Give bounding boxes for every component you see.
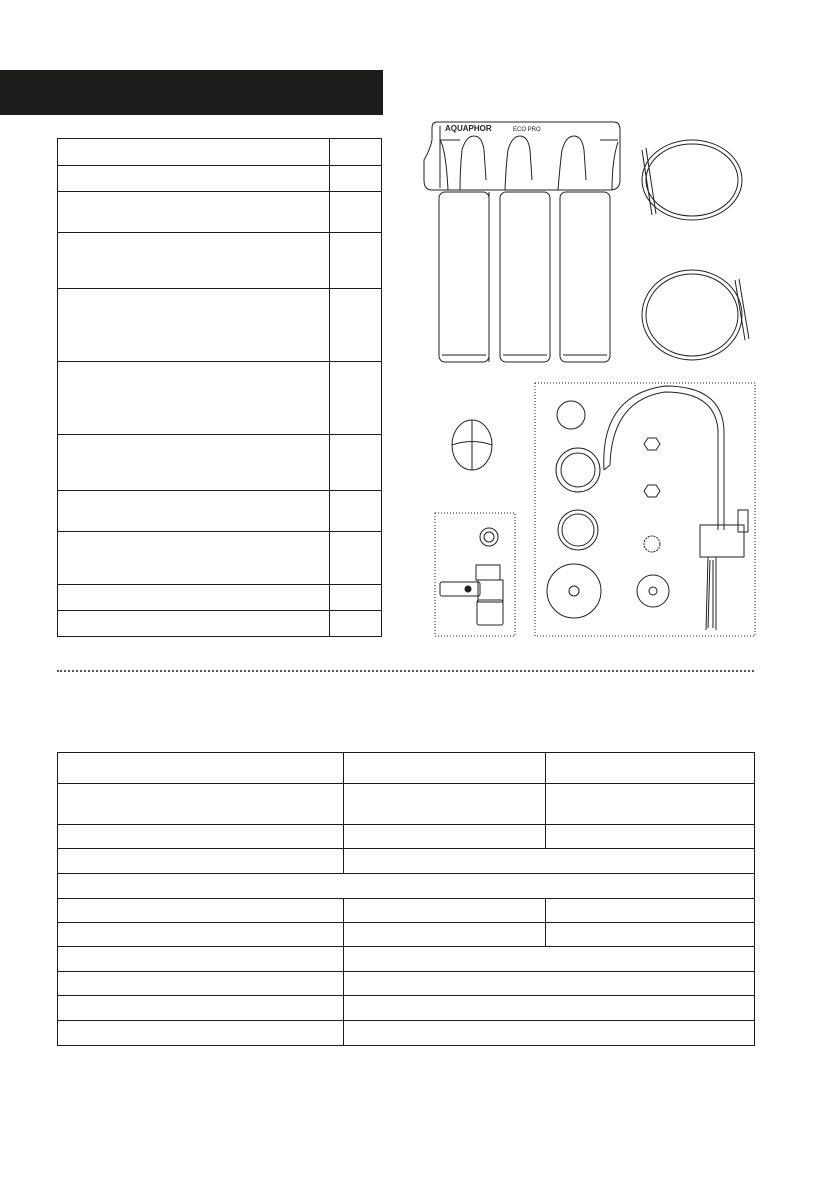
part-qty-cell [330,289,382,362]
table-row [58,972,755,996]
table-row [58,139,382,166]
spec-cell [58,784,344,825]
spec-cell [58,825,344,849]
part-qty-cell [330,362,382,435]
spec-cell [58,923,344,947]
part-qty-cell [330,166,382,192]
part-qty-cell [330,233,382,289]
part-name-cell [58,585,330,611]
part-name-cell [58,139,330,166]
part-name-cell [58,362,330,435]
part-name-cell [58,192,330,233]
spec-cell [344,923,546,947]
table-row [58,491,382,532]
table-row [58,996,755,1021]
spec-cell [344,972,755,996]
part-qty-cell [330,611,382,637]
spec-cell [58,972,344,996]
part-name-cell [58,435,330,491]
filter-unit-drawing [424,122,620,362]
table-row [58,532,382,585]
table-row [58,784,755,825]
pressure-limiter-drawing [452,420,492,470]
model-badge: ECO PRO [513,127,541,133]
part-name-cell [58,611,330,637]
faucet-drawing [604,386,748,630]
spec-cell [344,899,546,923]
spec-cell [546,923,755,947]
spec-cell [58,899,344,923]
spec-cell [58,874,755,899]
table-row [58,611,382,637]
brand-logo: AQUAPHOR [445,124,492,133]
faucet-kit-box [535,383,755,636]
spec-cell [546,753,755,784]
inlet-valve-drawing [440,528,503,625]
table-row [58,825,755,849]
spec-cell [546,784,755,825]
table-row [58,947,755,972]
table-row [58,1021,755,1046]
spec-cell [58,1021,344,1046]
spec-cell [58,849,344,874]
spec-cell [344,947,755,972]
package-contents-table [57,138,382,637]
part-name-cell [58,289,330,362]
washers-drawing [547,401,669,618]
table-row [58,233,382,289]
part-name-cell [58,166,330,192]
spec-cell [344,753,546,784]
spec-cell [546,899,755,923]
part-qty-cell [330,585,382,611]
part-qty-cell [330,139,382,166]
section-header-bar [0,70,383,115]
table-row [58,289,382,362]
tubing-coil-drawing [642,140,749,360]
table-row [58,874,755,899]
table-row [58,166,382,192]
spec-cell [58,947,344,972]
table-row [58,923,755,947]
part-qty-cell [330,532,382,585]
spec-cell [344,996,755,1021]
spec-cell [344,784,546,825]
specifications-table [57,752,755,1046]
part-name-cell [58,491,330,532]
spec-cell [344,849,755,874]
part-name-cell [58,233,330,289]
product-kit-illustration [400,110,820,645]
spec-cell [344,1021,755,1046]
table-row [58,753,755,784]
spec-cell [58,753,344,784]
part-qty-cell [330,192,382,233]
section-header-title [0,84,58,101]
spec-cell [58,996,344,1021]
table-row [58,192,382,233]
part-qty-cell [330,491,382,532]
part-qty-cell [330,435,382,491]
table-row [58,899,755,923]
table-row [58,849,755,874]
spec-cell [344,825,546,849]
table-row [58,435,382,491]
table-row [58,585,382,611]
spec-cell [546,825,755,849]
part-name-cell [58,532,330,585]
table-row [58,362,382,435]
section-divider [57,670,754,672]
